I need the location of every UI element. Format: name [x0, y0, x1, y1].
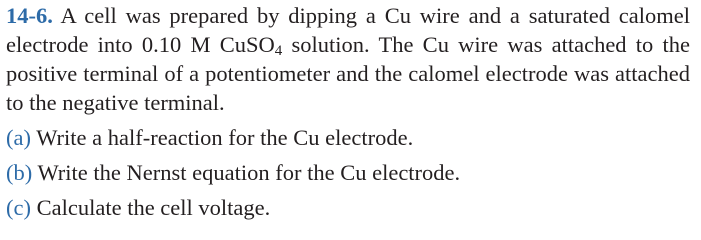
part-c-text: Calculate the cell voltage.: [36, 195, 271, 220]
part-b: [6, 158, 690, 187]
part-b-label: (b): [6, 160, 33, 185]
statement-text-end: solution. The Cu wire was attached to the positive terminal of a potentiometer and the calomel electrode was attached to the negative terminal.: [6, 32, 690, 115]
formula-subscript: 4: [274, 43, 283, 59]
statement-text-start: A cell was prepared by dipping a Cu wire and a saturated calomel electrode into 0.10 M CuSO: [6, 3, 690, 57]
problem-block: [6, 1, 690, 222]
part-a-text: Write a half-reaction for the Cu electrode.: [36, 125, 414, 150]
part-c-label: (c): [6, 195, 31, 220]
part-a: [6, 123, 690, 152]
problem-statement: [6, 1, 690, 117]
part-a-label: (a): [6, 125, 31, 150]
part-c: [6, 193, 690, 222]
part-b-text: Write the Nernst equation for the Cu electrode.: [37, 160, 461, 185]
problem-number: 14-6.: [6, 3, 53, 28]
